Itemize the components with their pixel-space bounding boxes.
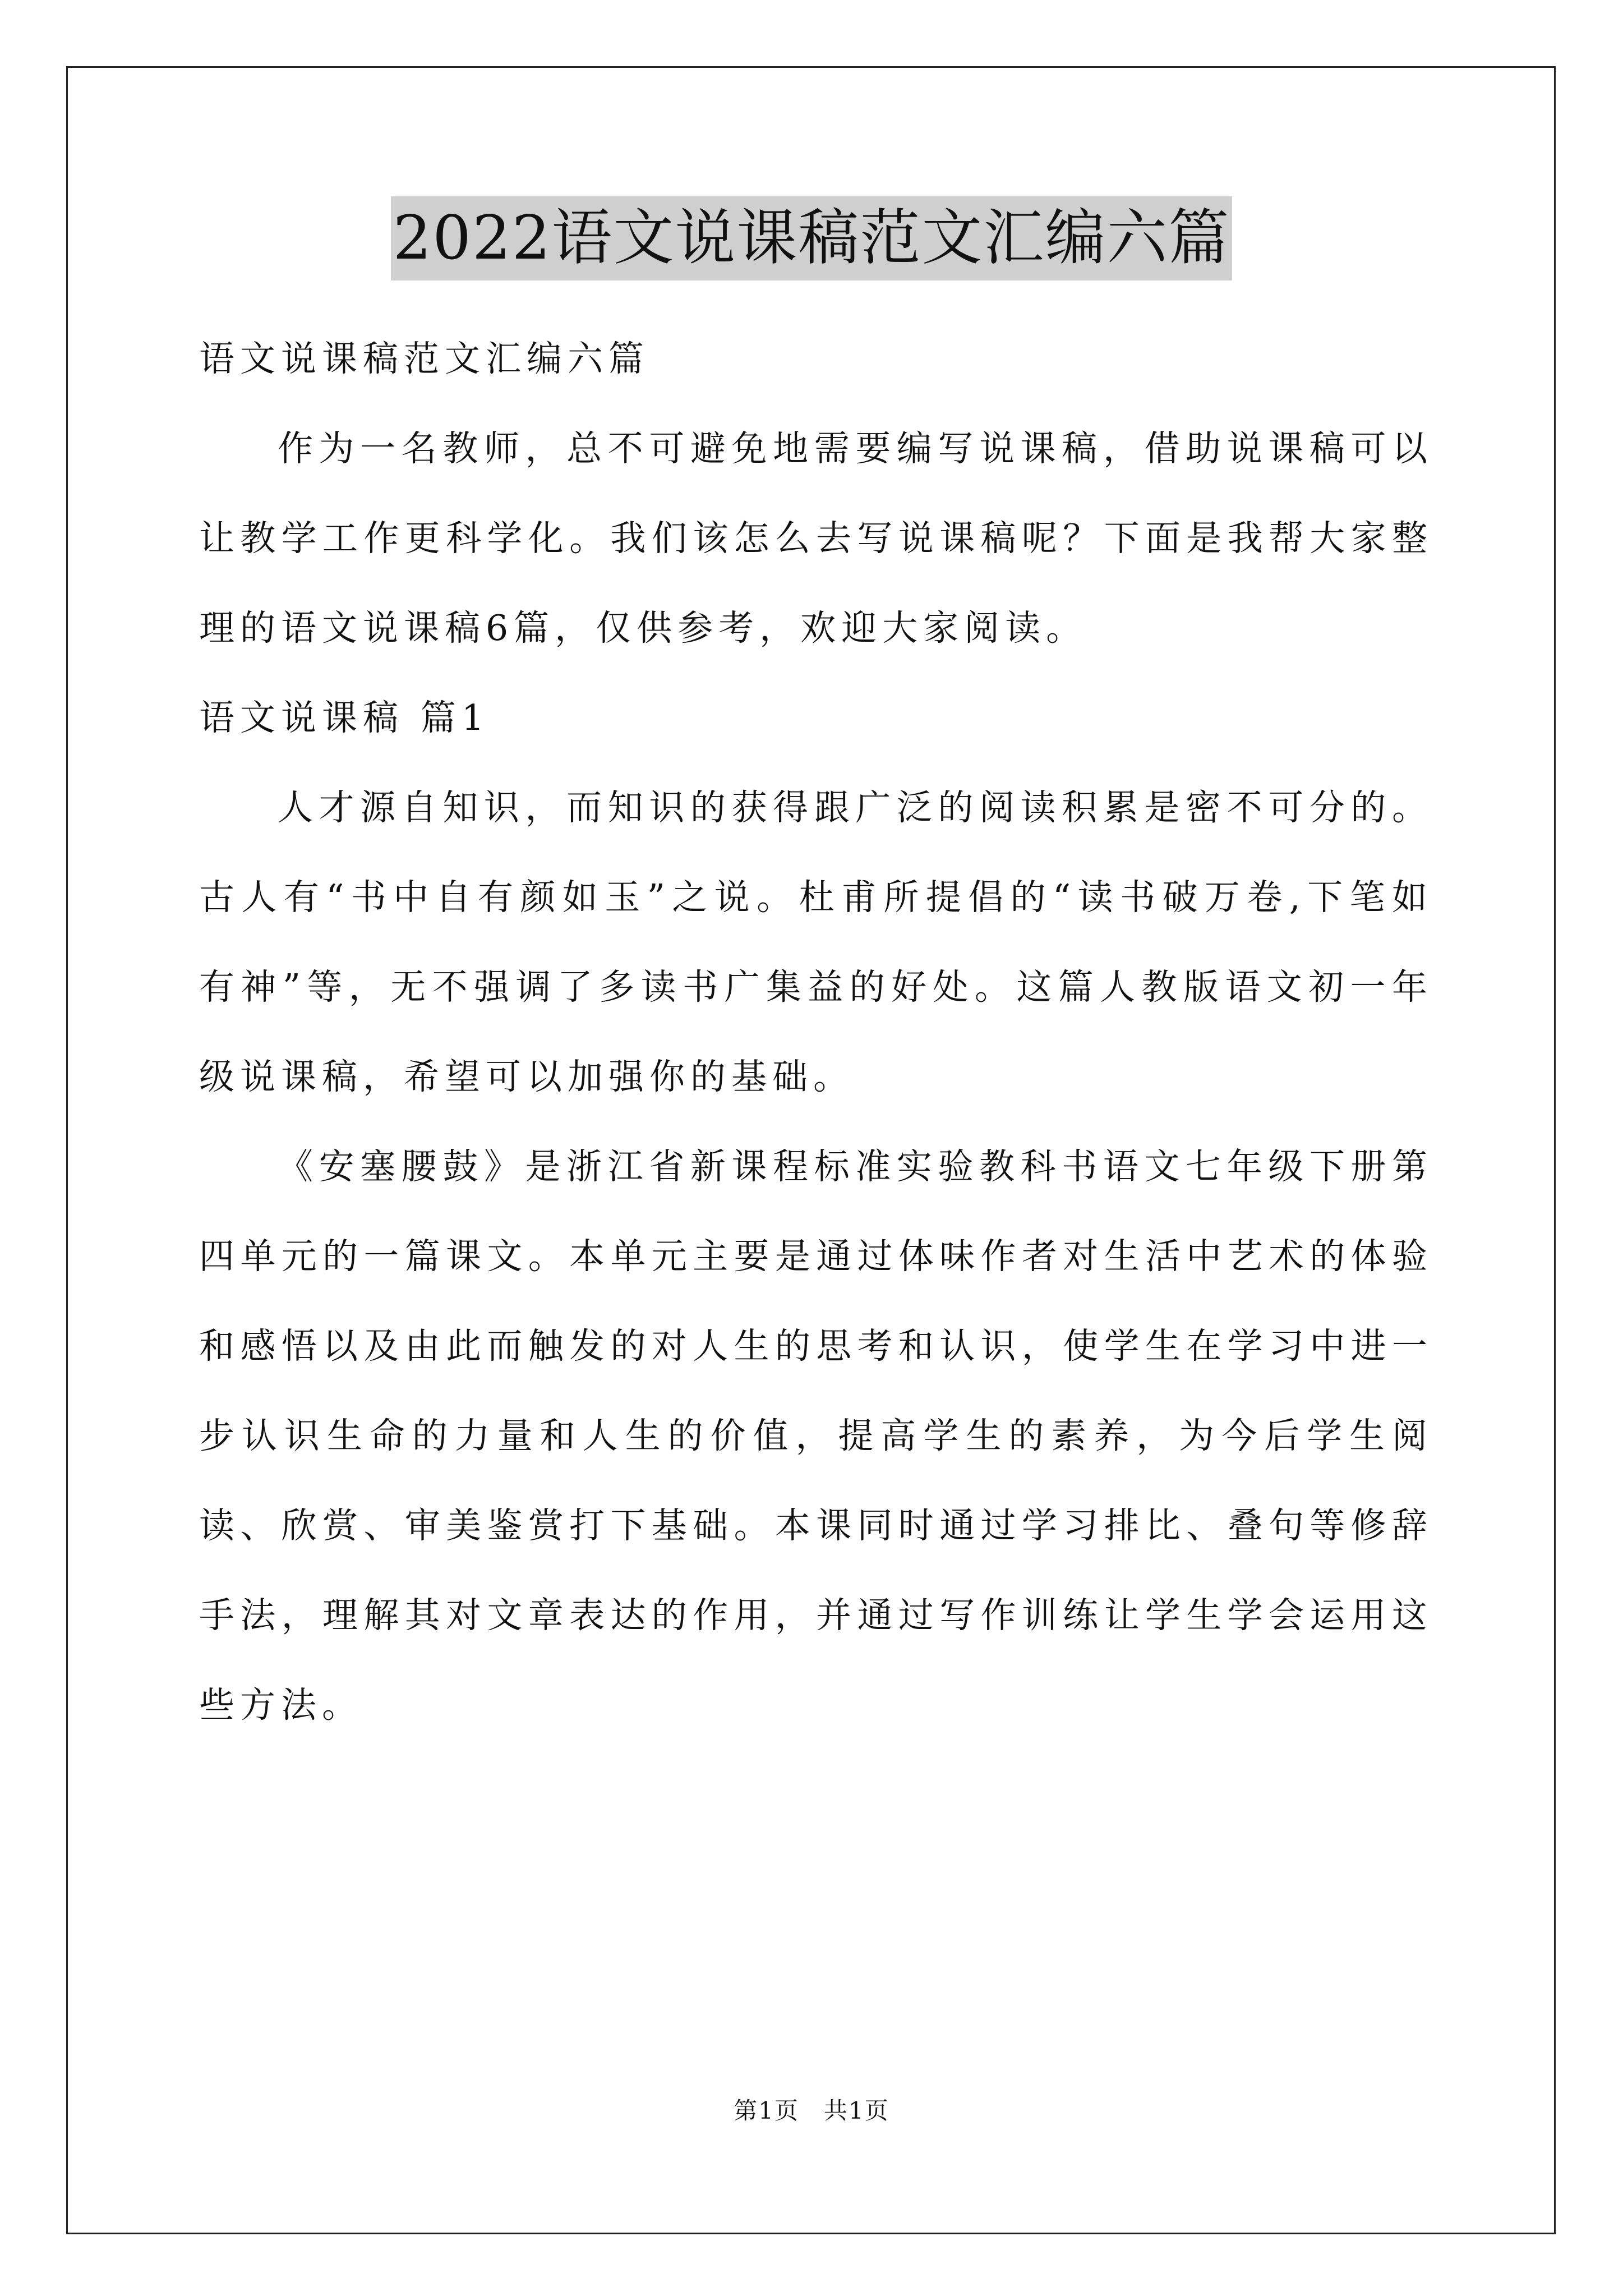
page-footer [0,2092,1623,2126]
document-body [199,314,1433,1750]
document-subtitle: 语文说课稿范文汇编六篇 [199,338,649,379]
body-paragraph-1: 人才源自知识，而知识的获得跟广泛的阅读积累是密不可分的。古人有“书中自有颜如玉”之说。杜甫所提倡的“读书破万卷,下笔如有神”等，无不强调了多读书广集益的好处。这篇人教版语文初一年级说课稿，希望可以加强你的基础。 [199,787,1433,1097]
body-paragraph-2: 《安塞腰鼓》是浙江省新课程标准实验教科书语文七年级下册第四单元的一篇课文。本单元主要是通过体味作者对生活中艺术的体验和感悟以及由此而触发的对人生的思考和认识，使学生在学习中进一步认识生命的力量和人生的价值，提高学生的素养，为今后学生阅读、欣赏、审美鉴赏打下基础。本课同时通过学习排比、叠句等修辞手法，理解其对文章表达的作用，并通过写作训练让学生学会运用这些方法。 [199,1146,1433,1726]
title-container [0,196,1623,280]
document-title: 2022语文说课稿范文汇编六篇 [391,196,1233,280]
section-heading: 语文说课稿 篇1 [199,697,490,738]
intro-paragraph: 作为一名教师，总不可避免地需要编写说课稿，借助说课稿可以让教学工作更科学化。我们该怎么去写说课稿呢？下面是我帮大家整理的语文说课稿6篇，仅供参考，欢迎大家阅读。 [199,428,1433,648]
page-count: 共1页 [824,2097,889,2124]
page-number: 第1页 [734,2097,799,2124]
